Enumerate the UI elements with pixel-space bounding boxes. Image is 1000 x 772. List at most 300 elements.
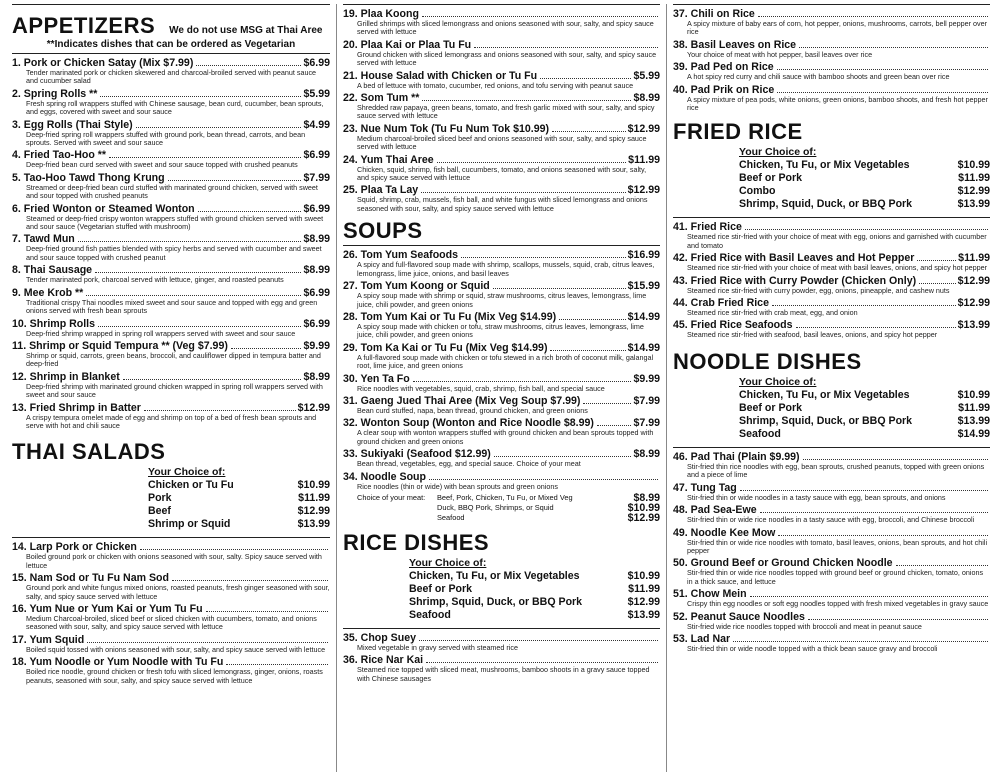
choice-label: Chicken or Tu Fu [148,479,234,492]
menu-item-name: 40. Pad Prik on Rice [673,83,775,96]
choice-row [409,570,660,583]
noodle-soup-option-label-wrap [357,493,573,503]
choice-row [409,609,660,622]
menu-item-description: Stir-fried thin or wide noodle topped with a thick bean sauce gravy and broccoli [687,643,938,653]
menu-item-description: A crispy tempura omelet made of egg and shrimp on top of a bed of fresh bean sprouts and serve with hot and chili sauce [26,412,317,430]
choice-price: $10.99 [627,569,660,582]
dot-leader [745,229,988,230]
menu-item-line [12,318,330,330]
choice-heading: Your Choice of: [409,556,487,569]
dot-leader [799,47,988,48]
menu-item-description: Deep-fried shrimp with marinated ground chicken wrapped in spring roll wrappers served with sweet and sour sauce [26,381,323,400]
menu-item-name: 18. Yum Noodle or Yum Noodle with Tu Fu [12,656,224,669]
menu-item-price: $12.99 [297,401,330,414]
menu-item-name: 30. Yen Ta Fo [343,372,410,385]
menu-item-name: 39. Pad Ped on Rice [673,61,774,74]
section-rule [673,217,990,218]
choice-row [739,172,990,185]
noodle-dishes-title: NOODLE DISHES [673,348,862,374]
menu-item [673,84,990,113]
menu-item-price: $16.99 [627,249,660,262]
choice-row [148,518,330,531]
menu-item-description: Stir-fried thin or wide rice noodles topped with ground beef or ground chicken, tomato, onions in a thick sauce, and lettuce [687,568,984,586]
menu-item-price: $8.99 [303,370,330,383]
menu-item-name: 38. Basil Leaves on Rice [673,38,797,51]
choice-row [409,583,660,596]
menu-item-name: 53. Lad Nar [673,632,731,645]
rice-dish-list [343,632,660,683]
fried-rice-title: FRIED RICE [673,119,803,145]
menu-item-name: 9. Mee Krob ** [12,286,84,299]
menu-item-price: $5.99 [303,87,330,100]
noodle-soup-option [343,513,660,523]
menu-item-line [12,402,330,414]
dot-leader [740,490,988,491]
choice-row [739,159,990,172]
menu-item-name: 44. Crab Fried Rice [673,297,769,310]
menu-item-name: 25. Plaa Ta Lay [343,184,419,197]
menu-item-description: Steamed rice stir-fried with your choice of meat with basil leaves, onions, and spicy hot pepper [687,263,988,273]
menu-item-description: A spicy soup made with shrimp or squid, straw mushrooms, citrus leaves, lemongrass, lime juice, chili powder, and green onions [357,291,647,309]
menu-item [12,402,330,431]
menu-item-name: 16. Yum Nue or Yum Kai or Yum Tu Fu [12,602,203,615]
dot-leader [429,479,658,480]
menu-item-description: Bean thread, vegetables, egg, and special sauce. Choice of your meat [357,459,581,469]
menu-item-price: $8.99 [633,448,660,461]
column-3 [666,4,996,772]
menu-item [343,280,660,309]
dot-leader [552,131,626,132]
dot-leader [123,379,302,380]
menu-item-price: $8.99 [303,233,330,246]
menu-item-price: $6.99 [303,286,330,299]
menu-item-name: 3. Egg Rolls (Thai Style) [12,118,133,131]
menu-item-name: 36. Rice Nar Kai [343,654,424,667]
choice-row [148,492,330,505]
choice-price: $12.99 [297,505,330,518]
noodle-soup-option-label: Seafood [437,512,465,522]
menu-item-name: 33. Sukiyaki (Seafood $12.99) [343,448,491,461]
dot-leader [778,535,988,536]
choice-price: $10.99 [957,388,990,401]
dot-leader [422,100,631,101]
appetizers-header [12,8,330,40]
menu-item-name: 47. Tung Tag [673,481,737,494]
column-2 [336,4,666,772]
choice-price: $10.99 [957,159,990,172]
menu-item [673,451,990,480]
menu-item [343,395,660,415]
menu-item [673,252,990,272]
menu-item-description: Tender marinated pork, charcoal served with lettuce, ginger, and roasted peanuts [26,275,284,285]
menu-item-line [343,70,660,82]
choice-label: Beef [148,505,171,518]
menu-item-line [673,527,990,539]
choice-label: Chicken, Tu Fu, or Mix Vegetables [409,569,580,582]
menu-item-description: Boiled squid tossed with onions seasoned with sour, salty, and spicy sauce served with lettuce [26,644,326,654]
menu-item-name: 27. Tom Yum Koong or Squid [343,280,490,293]
menu-item-description: Deep-fried bean curd served with sweet and sour sauce topped with crushed peanuts [26,160,298,170]
dot-leader [78,241,302,242]
menu-item [12,656,330,685]
dot-leader [100,96,301,97]
noodle-soup-option-price: $8.99 [633,491,660,504]
menu-item [12,57,330,86]
menu-item-description: Rice noodles with vegetables, squid, crab, shrimp, fish ball, and special sauce [357,383,605,393]
dot-leader [919,283,955,284]
menu-item-description: Deep-fried spring roll wrappers stuffed with ground pork, bean thread, carrots, and bean sprouts. Served with sweet and sour sauce [26,129,306,148]
menu-item [12,203,330,232]
menu-item [673,297,990,317]
menu-item-name: 20. Plaa Kai or Plaa Tu Fu [343,38,472,51]
noodle-choice-block [673,376,990,441]
dot-leader [168,180,302,181]
menu-item-description: A full-flavored soup made with chicken or tofu stewed in a rich broth of coconut milk, galangal root, lime juice, and green onions [357,352,654,371]
vegetarian-note: **Indicates dishes that can be ordered as Vegetarian [46,39,296,50]
section-rule [12,53,330,54]
menu-item-name: 5. Tao-Hoo Tawd Thong Krung [12,171,165,184]
dot-leader [474,47,658,48]
menu-item [673,8,990,37]
menu-item-price: $9.99 [303,339,330,352]
menu-item-name: 26. Tom Yum Seafoods [343,249,458,262]
menu-item [673,482,990,502]
menu-item-description: Crispy thin egg noodles or soft egg noodles topped with fresh mixed vegetables in gravy sauce [687,599,989,609]
dot-leader [772,305,956,306]
menu-item-name: 12. Shrimp in Blanket [12,370,120,383]
menu-item-name: 41. Fried Rice [673,221,742,234]
menu-item-name: 49. Noodle Kee Mow [673,526,776,539]
dot-leader [231,348,302,349]
rice-dishes-title: RICE DISHES [343,529,490,555]
menu-item-price: $6.99 [303,57,330,69]
dot-leader [540,78,631,79]
menu-item-description: A spicy and full-flavored soup made with shrimp, scallops, mussels, squid, crab, citrus leaves, lemongrass, lime juice, onions, and basil leaves [357,260,655,278]
choice-row [739,389,990,402]
menu-item-price: $8.99 [303,264,330,277]
menu-item-description: Boiled ground pork or chicken with onions seasoned with sour, salty. Spicy sauce served with lettuce [26,552,322,570]
dot-leader [760,512,988,513]
menu-item-description: Stir-fried wide rice noodles topped with broccoli and meat in peanut sauce [687,621,922,631]
dot-leader [750,596,988,597]
dot-leader [109,157,302,158]
menu-item [343,92,660,121]
menu-item-description: Steamed rice stir-fried with curry powder, egg, onions, pineapple, and cashew nuts [687,285,950,295]
menu-item [343,249,660,278]
menu-item-description: Shrimp or squid, carrots, green beans, broccoli, and cauliflower dipped in tempura batter and deep-fried [26,350,321,369]
menu-item-description: Your choice of meat with hot pepper, basil leaves over rice [687,49,873,59]
menu-item-description: Chicken, squid, shrimp, fish ball, cucumbers, tomato, and onions seasoned with sour, salty, and spicy sauce served with lettuce [357,164,647,183]
menu-item-price: $12.99 [957,297,990,310]
menu-item-line [12,371,330,383]
menu-item-line [12,88,330,100]
dot-leader [559,319,625,320]
choice-heading: Your Choice of: [148,466,226,479]
menu-item-name: 29. Tom Ka Kai or Tu Fu (Mix Veg $14.99) [343,341,548,354]
thai-salads-title: THAI SALADS [12,439,166,465]
menu-item-line [673,84,990,96]
dot-leader [426,662,658,663]
menu-item-name: 28. Tom Yum Kai or Tu Fu (Mix Veg $14.99) [343,310,557,323]
dot-leader [140,549,328,550]
noodle-dish-list [673,451,990,653]
menu-item [343,471,660,491]
menu-item-price: $12.99 [627,184,660,197]
menu-item-line [12,203,330,215]
dot-leader [206,611,328,612]
menu-item-line [343,342,660,354]
menu-item-name: 35. Chop Suey [343,631,416,644]
menu-item-name: 15. Nam Sod or Tu Fu Nam Sod [12,572,169,585]
dot-leader [896,565,988,566]
dot-leader [493,288,626,289]
menu-item-name: 13. Fried Shrimp in Batter [12,401,141,414]
dot-leader [733,641,988,642]
menu-item [673,221,990,250]
menu-item-price: $14.99 [627,341,660,354]
menu-item-line [673,482,990,494]
choice-row [739,185,990,198]
menu-item [12,233,330,262]
choice-price: $11.99 [628,582,660,595]
dot-leader [95,272,301,273]
menu-item-description: Bean curd stuffed, napa, bean thread, ground chicken, and green onions [357,405,588,415]
menu-item-name: 21. House Salad with Chicken or Tu Fu [343,69,538,82]
menu-item-name: 46. Pad Thai (Plain $9.99) [673,450,800,463]
msg-note: We do not use MSG at Thai Aree [169,25,323,36]
dot-leader [777,69,988,70]
menu-item [343,654,660,683]
menu-item-description: A spicy mixture of baby ears of corn, hot pepper, onions, mushrooms, carrots, bell pepper over rice [687,19,988,37]
choice-label: Beef or Pork [739,172,802,185]
menu-item [12,603,330,632]
menu-item [12,371,330,400]
menu-item-description: A clear soup with wonton wrappers stuffed with ground chicken and bean sprouts topped with ground chicken and green onions [357,428,654,446]
menu-item [12,572,330,601]
menu-item-description: Shredded raw papaya, green beans, tomato, and fresh garlic mixed with sour, salty, and spicy sauce served with lettuce [357,103,655,121]
menu-item-name: 24. Yum Thai Aree [343,153,434,166]
menu-item-name: 37. Chili on Rice [673,8,755,20]
menu-item [673,611,990,631]
section-rule [343,628,660,629]
dot-leader [597,425,632,426]
menu-item [343,632,660,652]
menu-item [12,172,330,201]
menu-item [673,504,990,524]
menu-item-name: 19. Plaa Koong [343,8,419,20]
menu-item-description: Squid, shrimp, crab, mussels, fish ball, and white fungus with sliced lemongrass and onions seasoned with sour, salty, and spicy sauce served with lettuce [357,195,648,213]
choice-label: Pork [148,492,172,505]
menu-item-description: Steamed rice topped with sliced meat, mushrooms, bamboo shoots in a gravy sauce topped with Chinese sausages [357,665,650,683]
menu-item-name: 31. Gaeng Jued Thai Aree (Mix Veg Soup $7.99) [343,394,581,407]
choice-heading: Your Choice of: [739,146,817,159]
choice-row [148,479,330,492]
menu-item-description: Tender marinated pork or chicken skewered and charcoal-broiled served with peanut sauce and cucumber salad [26,68,317,86]
choice-label: Seafood [409,608,451,621]
menu-item-description: A bed of lettuce with tomato, cucumber, red onions, and tofu serving with peanut sauce [357,80,634,90]
menu-item-price: $8.99 [633,92,660,105]
menu-item-description: Boiled rice noodle, ground chicken or fresh tofu with sliced lemongrass, ginger, onions, roasts peanuts, seasoned with sour, salty, and spicy sauce served with lettuce [26,667,323,685]
rice-dish-list-continued [673,8,990,112]
appetizers-title: APPETIZERS [12,13,156,38]
menu-item [12,119,330,148]
fried-rice-list [673,221,990,339]
menu-item-price: $5.99 [633,69,660,82]
menu-item-description: Steamed rice stir-fried with crab meat, egg, and onion [687,308,858,318]
menu-item-line [673,39,990,51]
dot-leader [198,211,302,212]
menu-item-line [673,275,990,287]
menu-item-price: $14.99 [627,310,660,323]
menu-item-name: 43. Fried Rice with Curry Powder (Chicken Only) [673,274,917,287]
choice-row [148,505,330,518]
menu-item-name: 45. Fried Rice Seafoods [673,319,793,332]
top-rule [343,4,660,5]
choice-row [739,198,990,211]
menu-item-description: Stir-fried thin or wide noodles in a tasty sauce with egg, bean sprouts, and onions [687,492,946,502]
soups-title: SOUPS [343,218,423,244]
menu-item [343,373,660,393]
section-rule [673,447,990,448]
menu-item-price: $7.99 [303,171,330,184]
menu-item-name: 48. Pad Sea-Ewe [673,504,757,517]
dot-leader [494,456,632,457]
choice-label: Chicken, Tu Fu, or Mix Vegetables [739,388,910,401]
menu-item-description: Streamed or deep-fried bean curd stuffed with marinated ground chicken, served with sweet and sour topped with crushed peanuts [26,182,318,201]
dot-leader [86,295,301,296]
menu-item-line [343,154,660,166]
dot-leader [421,192,625,193]
menu-item-price: $6.99 [303,202,330,215]
menu-item [673,588,990,608]
choice-of-meat-label: Choice of your meat: [357,492,426,502]
choice-price: $11.99 [958,401,990,414]
noodle-soup-options [343,493,660,523]
menu-item-price: $11.99 [958,252,990,265]
menu-item-name: 51. Chow Mein [673,588,747,601]
menu-item-description: Deep-fried shrimp wrapped in spring roll wrappers served with sweet and sour sauce [26,328,296,338]
menu-item [12,287,330,316]
choice-row [739,428,990,441]
choice-label: Beef or Pork [739,401,802,414]
dot-leader [172,580,328,581]
choice-price: $12.99 [957,185,990,198]
choice-label: Shrimp or Squid [148,518,231,531]
choice-of-meat-label [357,503,437,513]
menu-item-name: 10. Shrimp Rolls [12,317,96,330]
choice-price: $13.99 [957,414,990,427]
choice-row [739,402,990,415]
menu-item [673,39,990,59]
menu-item-line [343,471,660,483]
salad-choice-block [12,466,330,531]
noodle-soup-option-label: Duck, BBQ Pork, Shrimps, or Squid [437,502,554,512]
menu-item [12,318,330,338]
salad-list-continued [343,8,660,213]
menu-item [673,527,990,556]
menu-item [673,319,990,339]
dot-leader [419,640,658,641]
menu-item-name: 8. Thai Sausage [12,264,93,277]
menu-item-name: 32. Wonton Soup (Wonton and Rice Noodle $8.99) [343,417,594,430]
dot-leader [136,127,302,128]
menu-item-line [343,39,660,51]
menu-item-description: Grilled shrimps with sliced lemongrass and onions seasoned with sour, salty, and spicy sauce served with lettuce [357,19,654,37]
noodle-soup-option [343,503,660,513]
menu-item [12,634,330,654]
menu-item-price: $13.99 [957,319,990,332]
menu-item [673,275,990,295]
dot-leader [758,16,988,17]
rice-choice-block [343,557,660,622]
menu-item [12,340,330,369]
choice-label: Shrimp, Squid, Duck, or BBQ Pork [739,414,913,427]
menu-item-name: 34. Noodle Soup [343,470,426,483]
choice-label: Chicken, Tu Fu, or Mix Vegetables [739,159,910,172]
choice-price: $12.99 [627,595,660,608]
menu-item-name: 6. Fried Wonton or Steamed Wonton [12,202,195,215]
choice-row [739,415,990,428]
fried-rice-choice-block [673,146,990,211]
menu-item [343,70,660,90]
choice-label: Shrimp, Squid, Duck, or BBQ Pork [409,595,583,608]
menu-item [343,448,660,468]
menu-item-line [12,119,330,131]
menu-item [343,123,660,152]
menu-item [12,541,330,570]
section-rule [12,537,330,538]
dot-leader [437,162,626,163]
menu-item-description: Ground pork and white fungus mixed onions, roasted peanuts, fresh ginger seasoned with sour, salty, and spicy sauce served with lettuce [26,583,330,601]
salad-list [12,541,330,685]
menu-item-name: 17. Yum Squid [12,633,85,646]
menu-item-description: Traditional crispy Thai noodles mixed sweet and sour sauce and topped with egg and green onions served with fresh bean sprouts [26,297,318,316]
menu-item-description: Ground chicken with sliced lemongrass and onions seasoned with sour, salty, and spicy sauce served with lettuce [357,49,657,68]
choice-label: Beef or Pork [409,582,472,595]
dot-leader [144,410,296,411]
noodle-soup-option [343,493,660,503]
menu-item-name: 11. Shrimp or Squid Tempura ** (Veg $7.99) [12,339,228,352]
menu-item-price: $6.99 [303,149,330,162]
dot-leader [98,326,301,327]
menu-item-price: $7.99 [633,394,660,407]
noodle-soup-option-label-wrap [357,513,465,523]
dot-leader [808,619,988,620]
menu-item [343,154,660,183]
menu-item-price: $9.99 [633,372,660,385]
menu-item-description: Steamed rice stir-fried with your choice of meat with egg, onions and garnished with cucumber and tomato [687,232,987,250]
menu-item-name: 1. Pork or Chicken Satay (Mix $7.99) [12,57,194,69]
menu-item-description: Medium Charcoal-broiled, sliced beef or sliced chicken with cucumbers, tomato, and onions seasoned with sour, salty, and spicy sauce served with lettuce [26,613,317,632]
noodle-soup-option-label-wrap [357,503,554,513]
soup-list [343,249,660,491]
menu-item-description: A spicy mixture of pea pods, white onions, green onions, bamboo shoots, and fresh hot pepper rice [687,94,988,113]
choice-price: $10.99 [297,479,330,492]
menu-item [343,342,660,371]
menu-item [12,88,330,117]
noodle-soup-option-price: $10.99 [627,501,660,514]
menu-item-description: Fresh spring roll wrappers stuffed with Chinese sausage, bean curd, cucumber, bean sprouts, and eggs, covered with sweet and sour sauce [26,98,324,117]
choice-of-meat-label [357,513,437,523]
dot-leader [196,65,301,66]
menu-item [673,61,990,81]
choice-label: Combo [739,185,776,198]
menu-item-line [673,611,990,623]
section-rule [343,245,660,246]
menu-item-description: Steamed or deep-fried crispy wonton wrappers stuffed with ground chicken served with sweet and sour sauce (Vegetarian stuffed with mushroom) [26,213,324,232]
choice-row [409,596,660,609]
choice-price: $14.99 [957,427,990,440]
